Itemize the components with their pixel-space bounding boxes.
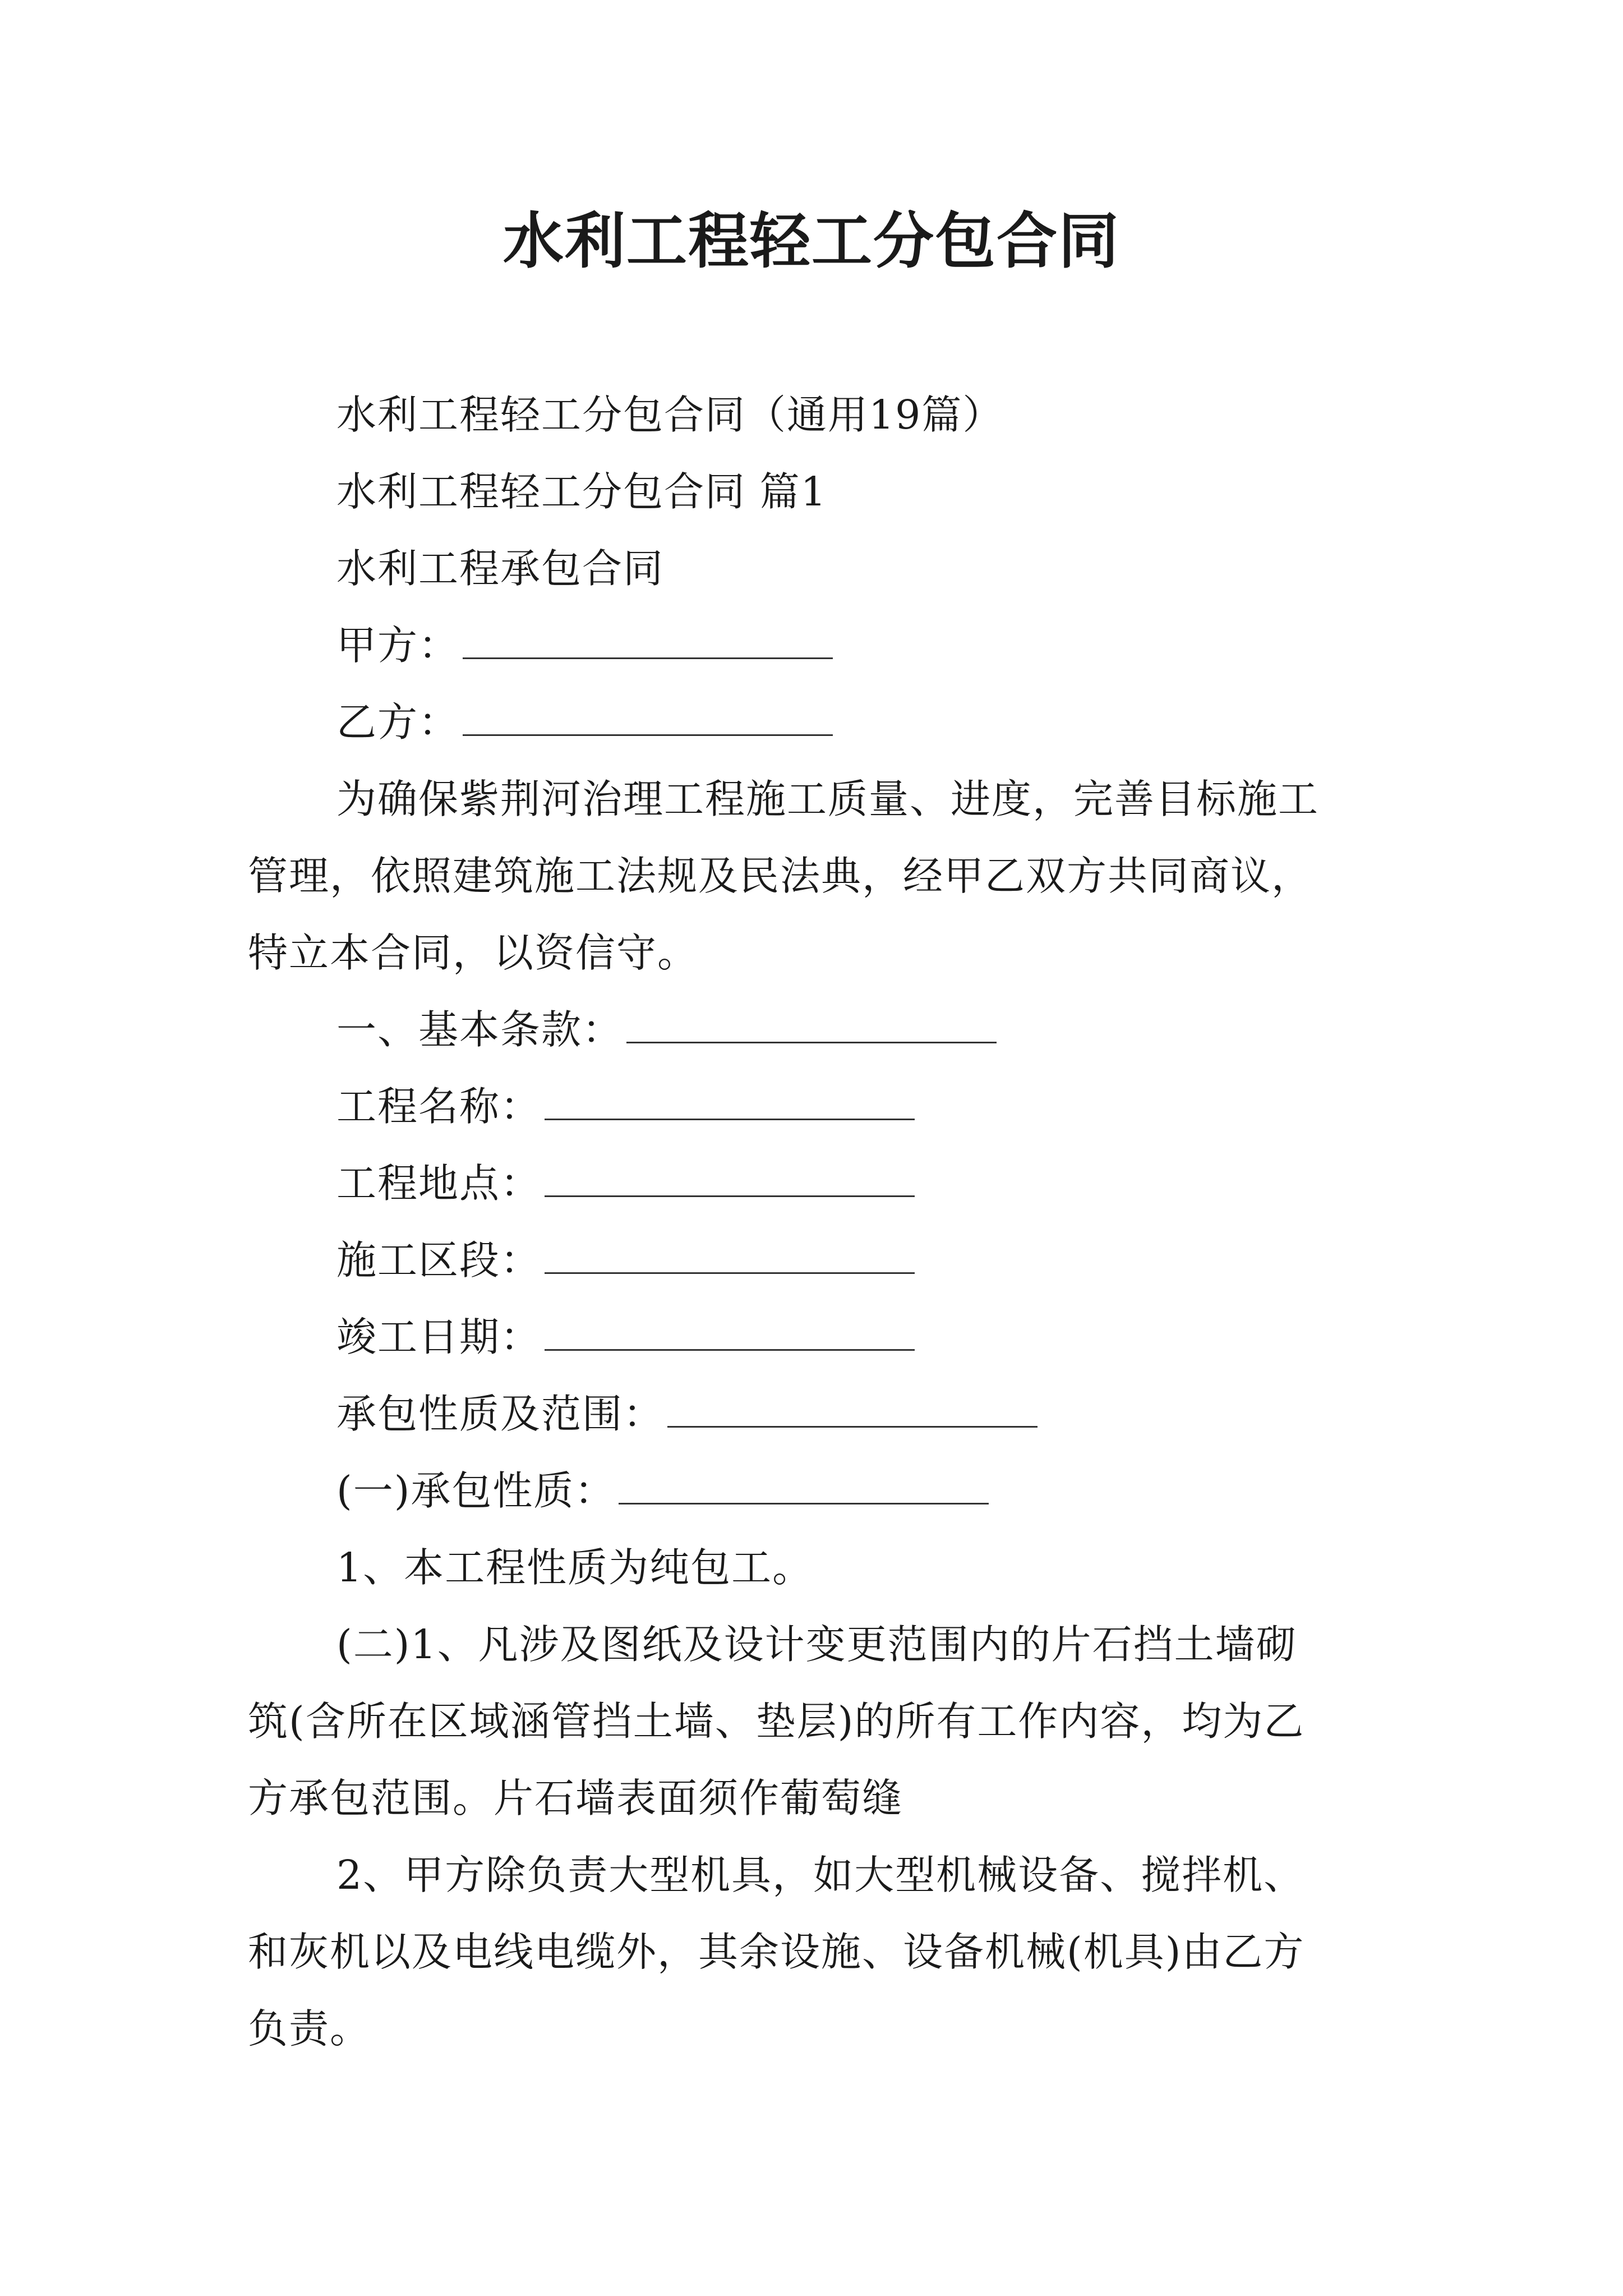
party-b-label: 乙方： — [336, 699, 460, 746]
party-a-field — [336, 618, 833, 674]
project-name-field — [336, 1079, 915, 1135]
party-a-label: 甲方： — [336, 622, 460, 669]
basic-terms-field — [336, 1002, 997, 1058]
document-title: 水利工程轻工分包合同 — [502, 206, 1120, 277]
completion-date-field — [336, 1309, 915, 1365]
paragraph-line: 为确保紫荆河治理工程施工质量、进度，完善目标施工 — [336, 776, 1320, 822]
project-name-label: 工程名称： — [336, 1083, 542, 1130]
contract-nature-blank — [619, 1469, 989, 1504]
party-b-blank — [463, 701, 833, 736]
project-location-field — [336, 1156, 915, 1212]
completion-date-label: 竣工日期： — [336, 1314, 542, 1360]
contract-heading: 水利工程承包合同 — [336, 545, 665, 592]
clause-line: 方承包范围。片石墙表面须作葡萄缝 — [248, 1775, 903, 1821]
clause-line: 和灰机以及电线电缆外，其余设施、设备机械(机具)由乙方 — [248, 1929, 1305, 1975]
construction-section-field — [336, 1232, 915, 1289]
clause-line: 筑(含所在区域涵管挡土墙、垫层)的所有工作内容，均为乙 — [248, 1698, 1305, 1745]
completion-date-blank — [545, 1315, 915, 1351]
party-a-blank — [463, 624, 833, 659]
clause-line: 负责。 — [248, 2005, 371, 2052]
basic-terms-blank — [626, 1008, 997, 1043]
subtitle-line: 水利工程轻工分包合同（通用19篇） — [336, 392, 1004, 438]
basic-terms-label: 一、基本条款： — [336, 1006, 624, 1053]
contract-scope-blank — [667, 1392, 1038, 1428]
clause-line: (二)1、凡涉及图纸及设计变更范围内的片石挡土墙砌 — [336, 1621, 1297, 1668]
party-b-field — [336, 694, 833, 751]
construction-section-blank — [545, 1239, 915, 1274]
clause-line: 2、甲方除负责大型机具，如大型机械设备、搅拌机、 — [336, 1852, 1305, 1898]
project-location-blank — [545, 1162, 915, 1197]
project-name-blank — [545, 1085, 915, 1120]
paragraph-line: 特立本合同，以资信守。 — [248, 930, 699, 976]
project-location-label: 工程地点： — [336, 1160, 542, 1207]
contract-scope-field — [336, 1386, 1038, 1442]
section-heading: 水利工程轻工分包合同 篇1 — [336, 468, 827, 515]
paragraph-line: 管理，依照建筑施工法规及民法典，经甲乙双方共同商议， — [248, 853, 1313, 899]
contract-nature-label: (一)承包性质： — [336, 1467, 616, 1514]
contract-nature-field — [336, 1463, 989, 1519]
clause-line: 1、本工程性质为纯包工。 — [336, 1544, 814, 1591]
contract-scope-label: 承包性质及范围： — [336, 1391, 665, 1437]
construction-section-label: 施工区段： — [336, 1237, 542, 1283]
